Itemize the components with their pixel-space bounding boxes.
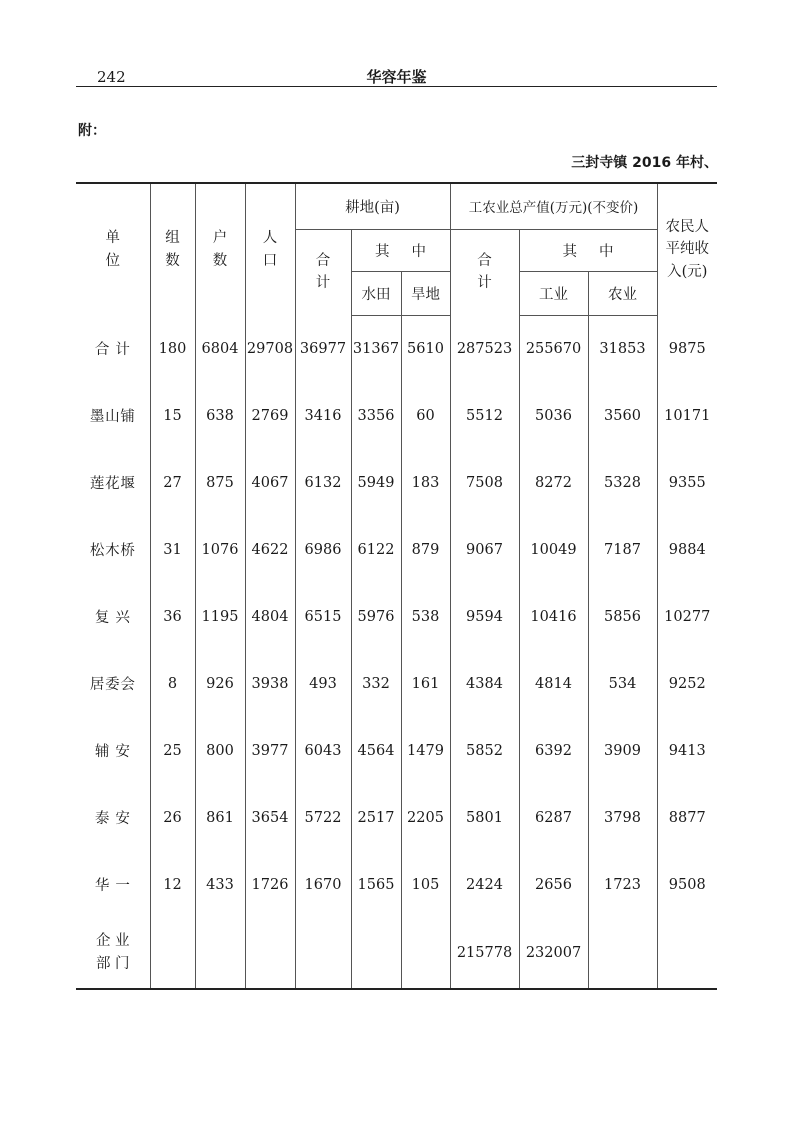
enterprise-unit-cell: 企 业 部 门 [76, 918, 150, 989]
cell-income [657, 918, 717, 989]
cell-output-total: 5512 [450, 382, 519, 449]
cell-income: 9413 [657, 717, 717, 784]
cell-output-total: 9594 [450, 583, 519, 650]
output-group-header: 工农业总产值(万元)(不变价) [450, 183, 657, 229]
cell-income: 9355 [657, 449, 717, 516]
cell-unit: 居委会 [89, 677, 136, 693]
cell-industry: 2656 [519, 851, 588, 918]
cell-households: 926 [195, 650, 245, 717]
cell-output-total: 4384 [450, 650, 519, 717]
statistics-table [76, 182, 717, 990]
cell-households: 1076 [195, 516, 245, 583]
population-header: 人 口 [245, 183, 295, 315]
cell-income: 8877 [657, 784, 717, 851]
cell-agriculture: 534 [588, 650, 657, 717]
cell-farmland-total: 6986 [295, 516, 351, 583]
agriculture-header: 农业 [588, 271, 657, 315]
cell-paddy: 5949 [351, 449, 401, 516]
cell-output-total: 287523 [450, 315, 519, 382]
cell-farmland-total: 6515 [295, 583, 351, 650]
cell-dryland: 879 [401, 516, 450, 583]
cell-households: 1195 [195, 583, 245, 650]
cell-industry: 5036 [519, 382, 588, 449]
table-row [76, 851, 717, 918]
cell-dryland: 183 [401, 449, 450, 516]
appendix-label: 附： [78, 123, 106, 139]
cell-agriculture: 3798 [588, 784, 657, 851]
cell-farmland-total: 5722 [295, 784, 351, 851]
cell-output-total: 9067 [450, 516, 519, 583]
cell-industry: 8272 [519, 449, 588, 516]
cell-dryland: 161 [401, 650, 450, 717]
cell-agriculture: 7187 [588, 516, 657, 583]
cell-industry: 6392 [519, 717, 588, 784]
cell-agriculture: 31853 [588, 315, 657, 382]
cell-groups: 180 [150, 315, 195, 382]
cell-unit: 辅 安 [94, 744, 131, 760]
cell-population: 4804 [245, 583, 295, 650]
enterprise-row [76, 918, 717, 989]
cell-farmland-total: 493 [295, 650, 351, 717]
cell-industry: 255670 [519, 315, 588, 382]
cell-income: 10277 [657, 583, 717, 650]
cell-population: 2769 [245, 382, 295, 449]
cell-population: 3977 [245, 717, 295, 784]
cell-industry: 10416 [519, 583, 588, 650]
cell-population: 4067 [245, 449, 295, 516]
cell-unit: 华 一 [94, 878, 131, 894]
table-row [76, 583, 717, 650]
output-of-which-header: 其 中 [519, 229, 657, 271]
header-rule [76, 86, 717, 87]
cell-industry: 10049 [519, 516, 588, 583]
book-title: 华容年鉴 [366, 68, 427, 86]
cell-dryland: 2205 [401, 784, 450, 851]
cell-agriculture [588, 918, 657, 989]
page-number: 242 [97, 68, 126, 86]
table-row [76, 449, 717, 516]
cell-agriculture: 1723 [588, 851, 657, 918]
cell-dryland: 60 [401, 382, 450, 449]
cell-dryland: 5610 [401, 315, 450, 382]
table-caption: 三封寺镇 2016 年村、 [571, 155, 718, 171]
industry-header: 工业 [519, 271, 588, 315]
cell-households: 800 [195, 717, 245, 784]
cell-population: 4622 [245, 516, 295, 583]
table-row [76, 650, 717, 717]
cell-output-total: 2424 [450, 851, 519, 918]
cell-output-total: 215778 [450, 918, 519, 989]
table-body [76, 315, 717, 989]
cell-farmland-total: 36977 [295, 315, 351, 382]
table-row [76, 784, 717, 851]
cell-agriculture: 5328 [588, 449, 657, 516]
cell-groups: 25 [150, 717, 195, 784]
cell-households: 433 [195, 851, 245, 918]
cell-paddy: 2517 [351, 784, 401, 851]
cell-groups: 8 [150, 650, 195, 717]
cell-farmland-total: 6043 [295, 717, 351, 784]
output-total-header: 合 计 [450, 229, 519, 315]
unit-header: 单 位 [76, 183, 150, 315]
cell-income: 9252 [657, 650, 717, 717]
cell-dryland: 105 [401, 851, 450, 918]
cell-households: 875 [195, 449, 245, 516]
cell-income: 10171 [657, 382, 717, 449]
cell-dryland [401, 918, 450, 989]
cell-groups: 27 [150, 449, 195, 516]
cell-groups: 26 [150, 784, 195, 851]
cell-farmland-total: 1670 [295, 851, 351, 918]
cell-groups: 36 [150, 583, 195, 650]
table-row [76, 516, 717, 583]
paddy-header: 水田 [351, 271, 401, 315]
cell-unit: 合 计 [94, 342, 131, 358]
table-row [76, 315, 717, 382]
cell-population: 3938 [245, 650, 295, 717]
farmland-total-header: 合 计 [295, 229, 351, 315]
cell-households: 6804 [195, 315, 245, 382]
households-header: 户 数 [195, 183, 245, 315]
income-header: 农民人 平纯收 入(元) [657, 183, 717, 315]
table-row [76, 382, 717, 449]
cell-population: 29708 [245, 315, 295, 382]
cell-output-total: 7508 [450, 449, 519, 516]
farmland-group-header: 耕地(亩) [295, 183, 450, 229]
cell-unit: 莲花堰 [89, 476, 136, 492]
cell-paddy: 3356 [351, 382, 401, 449]
table-row [76, 717, 717, 784]
cell-farmland-total: 6132 [295, 449, 351, 516]
cell-income: 9875 [657, 315, 717, 382]
cell-paddy: 31367 [351, 315, 401, 382]
cell-groups: 15 [150, 382, 195, 449]
cell-groups: 12 [150, 851, 195, 918]
cell-unit: 墨山铺 [89, 409, 136, 425]
cell-groups [150, 918, 195, 989]
dryland-header: 旱地 [401, 271, 450, 315]
cell-unit: 泰 安 [94, 811, 131, 827]
cell-population [245, 918, 295, 989]
groups-header: 组 数 [150, 183, 195, 315]
cell-households: 638 [195, 382, 245, 449]
cell-groups: 31 [150, 516, 195, 583]
cell-farmland-total [295, 918, 351, 989]
cell-farmland-total: 3416 [295, 382, 351, 449]
cell-paddy: 6122 [351, 516, 401, 583]
cell-dryland: 1479 [401, 717, 450, 784]
cell-population: 1726 [245, 851, 295, 918]
cell-households [195, 918, 245, 989]
cell-output-total: 5852 [450, 717, 519, 784]
cell-population: 3654 [245, 784, 295, 851]
cell-agriculture: 5856 [588, 583, 657, 650]
cell-dryland: 538 [401, 583, 450, 650]
cell-paddy: 332 [351, 650, 401, 717]
cell-income: 9884 [657, 516, 717, 583]
cell-industry: 6287 [519, 784, 588, 851]
cell-unit: 松木桥 [89, 543, 136, 559]
cell-agriculture: 3909 [588, 717, 657, 784]
cell-paddy [351, 918, 401, 989]
cell-paddy: 5976 [351, 583, 401, 650]
cell-output-total: 5801 [450, 784, 519, 851]
cell-paddy: 4564 [351, 717, 401, 784]
cell-income: 9508 [657, 851, 717, 918]
farmland-of-which-header: 其 中 [351, 229, 450, 271]
cell-agriculture: 3560 [588, 382, 657, 449]
cell-industry: 4814 [519, 650, 588, 717]
cell-paddy: 1565 [351, 851, 401, 918]
cell-unit: 复 兴 [94, 610, 131, 626]
cell-households: 861 [195, 784, 245, 851]
cell-industry: 232007 [519, 918, 588, 989]
